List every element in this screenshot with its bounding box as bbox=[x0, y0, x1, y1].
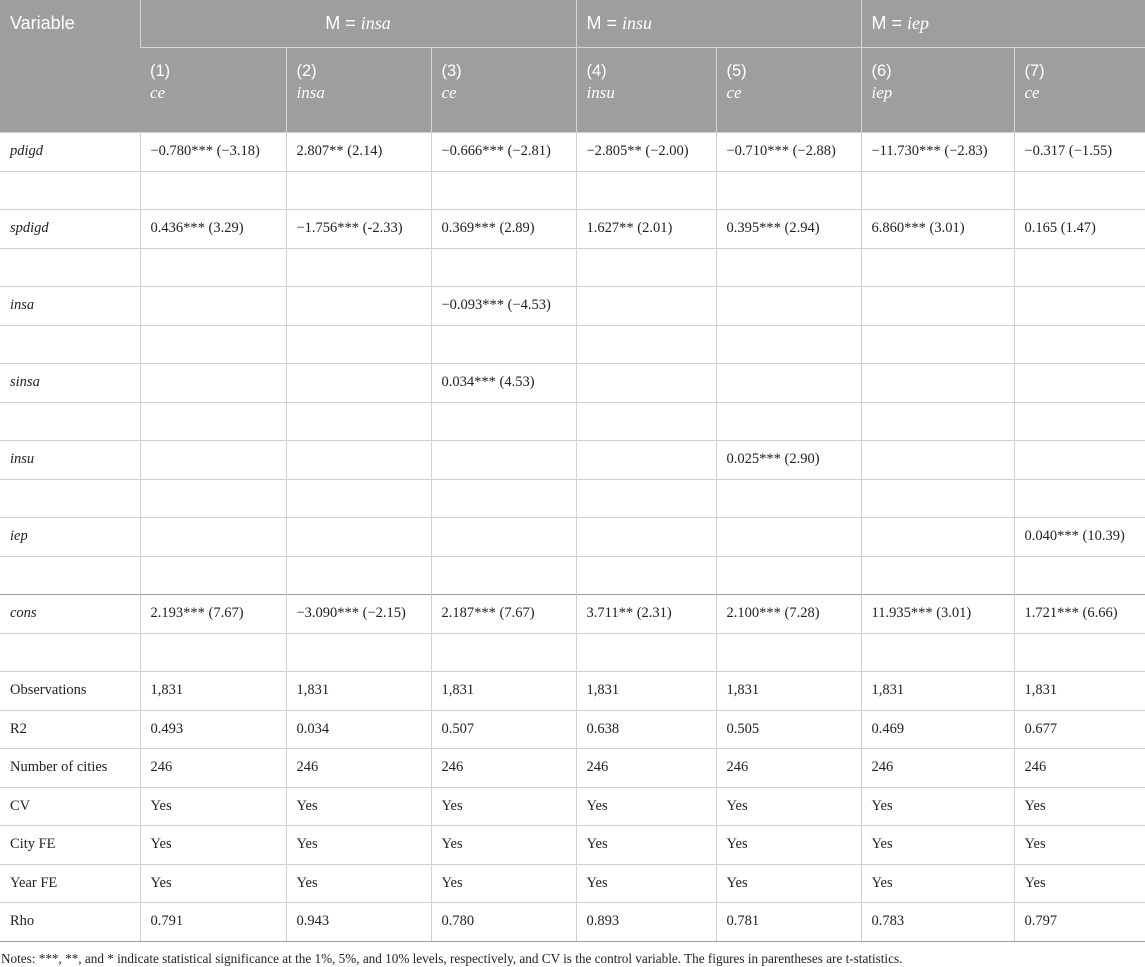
row-label: Rho bbox=[0, 903, 140, 942]
table-cell: Yes bbox=[1014, 826, 1145, 865]
table-cell bbox=[576, 441, 716, 480]
table-cell: 1,831 bbox=[576, 672, 716, 711]
table-cell bbox=[1014, 364, 1145, 403]
table-cell: 0.791 bbox=[140, 903, 286, 942]
dependent-variable: iep bbox=[871, 83, 893, 102]
row-label: insu bbox=[0, 441, 140, 480]
table-row bbox=[0, 903, 1145, 942]
variable-header-label: Variable bbox=[10, 13, 75, 33]
spacer-row bbox=[0, 633, 1145, 672]
table-cell: 3.711** (2.31) bbox=[576, 595, 716, 634]
table-cell bbox=[861, 287, 1014, 326]
table-cell bbox=[861, 633, 1014, 672]
table-cell: 0.165 (1.47) bbox=[1014, 210, 1145, 249]
table-cell bbox=[286, 171, 431, 210]
table-cell: −0.317 (−1.55) bbox=[1014, 133, 1145, 172]
row-label: iep bbox=[0, 518, 140, 557]
table-cell: 11.935*** (3.01) bbox=[861, 595, 1014, 634]
table-cell bbox=[140, 441, 286, 480]
spacer-row bbox=[0, 402, 1145, 441]
table-cell: 2.187*** (7.67) bbox=[431, 595, 576, 634]
table-cell: 246 bbox=[431, 749, 576, 788]
column-number: (5) bbox=[726, 62, 747, 80]
row-label: cons bbox=[0, 595, 140, 634]
table-cell bbox=[861, 479, 1014, 518]
table-cell: Yes bbox=[1014, 787, 1145, 826]
row-label bbox=[0, 248, 140, 287]
table-cell bbox=[576, 248, 716, 287]
table-cell bbox=[861, 518, 1014, 557]
table-body bbox=[0, 133, 1145, 942]
table-cell: 0.369*** (2.89) bbox=[431, 210, 576, 249]
table-cell bbox=[1014, 479, 1145, 518]
group-header-iep bbox=[861, 0, 1145, 48]
column-header bbox=[1014, 48, 1145, 133]
group-prefix: M = bbox=[325, 13, 361, 33]
table-cell: Yes bbox=[140, 864, 286, 903]
table-cell bbox=[431, 325, 576, 364]
spacer-row bbox=[0, 171, 1145, 210]
table-cell: Yes bbox=[431, 864, 576, 903]
column-number: (1) bbox=[150, 62, 171, 80]
table-cell bbox=[1014, 556, 1145, 595]
table-header bbox=[0, 0, 1145, 133]
table-cell: 0.507 bbox=[431, 710, 576, 749]
row-label bbox=[0, 402, 140, 441]
table-cell: 1.627** (2.01) bbox=[576, 210, 716, 249]
table-row bbox=[0, 441, 1145, 480]
header-row-groups bbox=[0, 0, 1145, 48]
table-cell bbox=[716, 518, 861, 557]
table-cell: 246 bbox=[861, 749, 1014, 788]
table-row bbox=[0, 672, 1145, 711]
table-cell bbox=[431, 441, 576, 480]
group-prefix: M = bbox=[586, 13, 623, 33]
column-number: (2) bbox=[296, 62, 317, 80]
table-cell bbox=[1014, 325, 1145, 364]
table-notes: Notes: ***, **, and * indicate statistical significance at the 1%, 5%, and 10% levels, respectively, and CV is the control variable. The figures in parentheses are t-statistics. bbox=[1, 950, 903, 966]
table-cell: 0.469 bbox=[861, 710, 1014, 749]
column-number: (7) bbox=[1024, 62, 1045, 80]
table-cell bbox=[286, 402, 431, 441]
table-cell bbox=[716, 171, 861, 210]
table-cell: Yes bbox=[716, 787, 861, 826]
table-cell: 1,831 bbox=[1014, 672, 1145, 711]
table-cell: Yes bbox=[861, 864, 1014, 903]
table-cell: 0.040*** (10.39) bbox=[1014, 518, 1145, 557]
table-cell bbox=[140, 287, 286, 326]
spacer-row bbox=[0, 248, 1145, 287]
table-cell bbox=[431, 633, 576, 672]
table-cell: 1,831 bbox=[716, 672, 861, 711]
table-row bbox=[0, 749, 1145, 788]
table-cell bbox=[286, 325, 431, 364]
table-cell: 2.807** (2.14) bbox=[286, 133, 431, 172]
table-cell: Yes bbox=[286, 864, 431, 903]
table-cell bbox=[140, 556, 286, 595]
table-cell: 1.721*** (6.66) bbox=[1014, 595, 1145, 634]
table-cell: 1,831 bbox=[861, 672, 1014, 711]
table-cell: 0.436*** (3.29) bbox=[140, 210, 286, 249]
table-cell bbox=[286, 441, 431, 480]
table-cell bbox=[140, 518, 286, 557]
group-var: insa bbox=[360, 13, 391, 33]
column-number: (6) bbox=[871, 62, 892, 80]
row-label bbox=[0, 479, 140, 518]
table-cell: 0.797 bbox=[1014, 903, 1145, 942]
table-cell bbox=[576, 171, 716, 210]
row-label bbox=[0, 171, 140, 210]
row-label: Observations bbox=[0, 672, 140, 711]
table-row bbox=[0, 133, 1145, 172]
table-cell bbox=[140, 402, 286, 441]
column-header bbox=[140, 48, 286, 133]
table-cell: 0.783 bbox=[861, 903, 1014, 942]
table-cell: −0.780*** (−3.18) bbox=[140, 133, 286, 172]
header-row-columns bbox=[0, 48, 1145, 133]
row-label bbox=[0, 633, 140, 672]
table-cell bbox=[716, 479, 861, 518]
table-cell bbox=[576, 633, 716, 672]
row-label: sinsa bbox=[0, 364, 140, 403]
table-cell bbox=[286, 518, 431, 557]
table-cell: 6.860*** (3.01) bbox=[861, 210, 1014, 249]
table-cell bbox=[140, 248, 286, 287]
table-cell bbox=[716, 248, 861, 287]
table-cell bbox=[576, 556, 716, 595]
table-cell bbox=[286, 364, 431, 403]
dependent-variable: ce bbox=[441, 83, 457, 102]
spacer-row bbox=[0, 556, 1145, 595]
column-number: (3) bbox=[441, 62, 462, 80]
table-cell bbox=[286, 633, 431, 672]
table-cell: 1,831 bbox=[431, 672, 576, 711]
table-cell: Yes bbox=[286, 826, 431, 865]
table-cell: 0.781 bbox=[716, 903, 861, 942]
table-cell bbox=[140, 364, 286, 403]
table-cell: 1,831 bbox=[140, 672, 286, 711]
table-cell bbox=[286, 556, 431, 595]
table-cell bbox=[576, 518, 716, 557]
table-cell: Yes bbox=[716, 864, 861, 903]
row-label: Number of cities bbox=[0, 749, 140, 788]
table-cell: 2.193*** (7.67) bbox=[140, 595, 286, 634]
row-label bbox=[0, 325, 140, 364]
column-header bbox=[861, 48, 1014, 133]
table-cell bbox=[431, 171, 576, 210]
table-cell bbox=[431, 248, 576, 287]
table-cell: 0.034*** (4.53) bbox=[431, 364, 576, 403]
table-cell: Yes bbox=[861, 826, 1014, 865]
table-cell bbox=[431, 479, 576, 518]
table-row bbox=[0, 595, 1145, 634]
table-cell: Yes bbox=[1014, 864, 1145, 903]
table-cell: 0.638 bbox=[576, 710, 716, 749]
table-cell: 246 bbox=[140, 749, 286, 788]
variable-column-header bbox=[0, 0, 140, 133]
column-number: (4) bbox=[586, 62, 607, 80]
row-label: Year FE bbox=[0, 864, 140, 903]
table-cell: −1.756*** (-2.33) bbox=[286, 210, 431, 249]
table-cell bbox=[431, 402, 576, 441]
table-cell bbox=[1014, 402, 1145, 441]
group-var: iep bbox=[907, 13, 930, 33]
row-label: City FE bbox=[0, 826, 140, 865]
dependent-variable: insa bbox=[296, 83, 325, 102]
table-cell bbox=[140, 171, 286, 210]
row-label: spdigd bbox=[0, 210, 140, 249]
table-cell: 246 bbox=[716, 749, 861, 788]
table-cell bbox=[716, 402, 861, 441]
table-cell bbox=[716, 287, 861, 326]
table-cell: 0.505 bbox=[716, 710, 861, 749]
table-cell bbox=[861, 402, 1014, 441]
table-cell bbox=[1014, 248, 1145, 287]
table-cell: −0.093*** (−4.53) bbox=[431, 287, 576, 326]
dependent-variable: insu bbox=[586, 83, 615, 102]
table-cell bbox=[861, 556, 1014, 595]
table-cell: Yes bbox=[140, 787, 286, 826]
table-cell: Yes bbox=[286, 787, 431, 826]
table-cell bbox=[576, 325, 716, 364]
table-cell: Yes bbox=[431, 826, 576, 865]
table-cell bbox=[140, 633, 286, 672]
column-header bbox=[431, 48, 576, 133]
table-cell bbox=[576, 364, 716, 403]
table-cell bbox=[861, 325, 1014, 364]
table-cell bbox=[431, 556, 576, 595]
table-cell bbox=[140, 479, 286, 518]
dependent-variable: ce bbox=[150, 83, 166, 102]
table-cell: −3.090*** (−2.15) bbox=[286, 595, 431, 634]
table-cell bbox=[861, 248, 1014, 287]
dependent-variable: ce bbox=[1024, 83, 1040, 102]
table-cell bbox=[861, 364, 1014, 403]
table-cell: 0.677 bbox=[1014, 710, 1145, 749]
group-header-insu bbox=[576, 0, 861, 48]
group-header-insa bbox=[140, 0, 576, 48]
table-cell bbox=[286, 287, 431, 326]
table-cell bbox=[861, 171, 1014, 210]
table-cell bbox=[140, 325, 286, 364]
table-cell bbox=[286, 479, 431, 518]
table-row bbox=[0, 364, 1145, 403]
table-cell: 246 bbox=[576, 749, 716, 788]
group-prefix: M = bbox=[871, 13, 908, 33]
group-var: insu bbox=[622, 13, 653, 33]
table-cell: Yes bbox=[576, 864, 716, 903]
table-cell: 246 bbox=[286, 749, 431, 788]
row-label bbox=[0, 556, 140, 595]
table-cell bbox=[716, 364, 861, 403]
table-cell bbox=[716, 633, 861, 672]
table-cell bbox=[861, 441, 1014, 480]
table-row bbox=[0, 787, 1145, 826]
table-cell bbox=[716, 325, 861, 364]
row-label: pdigd bbox=[0, 133, 140, 172]
table-cell: Yes bbox=[716, 826, 861, 865]
table-cell bbox=[1014, 287, 1145, 326]
table-cell bbox=[576, 479, 716, 518]
row-label: insa bbox=[0, 287, 140, 326]
table-cell: −0.666*** (−2.81) bbox=[431, 133, 576, 172]
table-row bbox=[0, 864, 1145, 903]
table-cell bbox=[431, 518, 576, 557]
table-cell bbox=[1014, 633, 1145, 672]
spacer-row bbox=[0, 479, 1145, 518]
table-cell: −11.730*** (−2.83) bbox=[861, 133, 1014, 172]
table-cell bbox=[1014, 171, 1145, 210]
table-cell bbox=[286, 248, 431, 287]
table-cell bbox=[716, 556, 861, 595]
table-row bbox=[0, 710, 1145, 749]
table-cell: Yes bbox=[140, 826, 286, 865]
table-row bbox=[0, 287, 1145, 326]
table-cell: 0.395*** (2.94) bbox=[716, 210, 861, 249]
table-cell: 1,831 bbox=[286, 672, 431, 711]
column-header bbox=[576, 48, 716, 133]
table-cell: Yes bbox=[576, 826, 716, 865]
table-cell: 246 bbox=[1014, 749, 1145, 788]
table-cell: 2.100*** (7.28) bbox=[716, 595, 861, 634]
row-label: R2 bbox=[0, 710, 140, 749]
table-cell: Yes bbox=[861, 787, 1014, 826]
table-cell: 0.493 bbox=[140, 710, 286, 749]
dependent-variable: ce bbox=[726, 83, 742, 102]
spacer-row bbox=[0, 325, 1145, 364]
table-cell: Yes bbox=[576, 787, 716, 826]
column-header bbox=[716, 48, 861, 133]
table-cell: −0.710*** (−2.88) bbox=[716, 133, 861, 172]
table-cell: 0.034 bbox=[286, 710, 431, 749]
column-header bbox=[286, 48, 431, 133]
table-cell: 0.780 bbox=[431, 903, 576, 942]
table-cell bbox=[1014, 441, 1145, 480]
row-label: CV bbox=[0, 787, 140, 826]
table-cell: Yes bbox=[431, 787, 576, 826]
table-cell bbox=[576, 287, 716, 326]
table-cell: 0.025*** (2.90) bbox=[716, 441, 861, 480]
table-row bbox=[0, 518, 1145, 557]
table-cell: −2.805** (−2.00) bbox=[576, 133, 716, 172]
table-cell bbox=[576, 402, 716, 441]
table-row bbox=[0, 210, 1145, 249]
table-cell: 0.893 bbox=[576, 903, 716, 942]
table-cell: 0.943 bbox=[286, 903, 431, 942]
table-row bbox=[0, 826, 1145, 865]
